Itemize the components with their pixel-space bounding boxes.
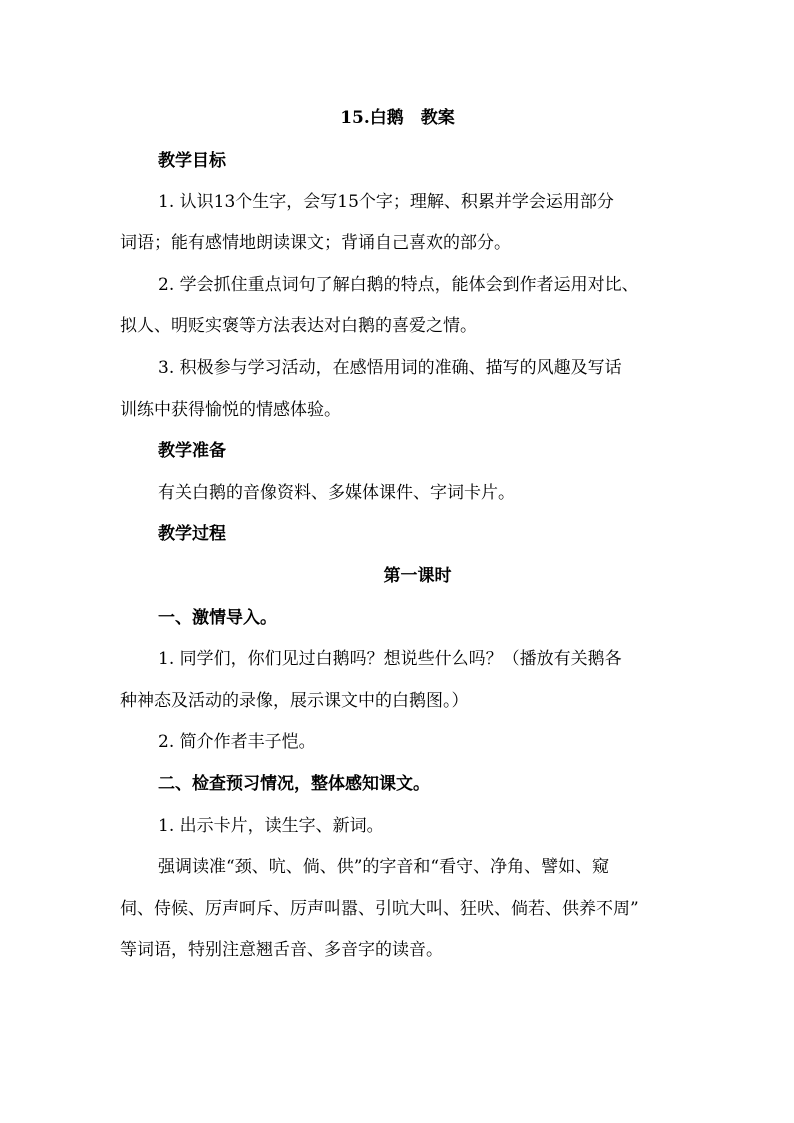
part-2-paragraph-line-3: 等词语，特别注意翘舌音、多音字的读音。 (120, 940, 443, 960)
goal-2-line-2: 拟人、明贬实褒等方法表达对白鹅的喜爱之情。 (120, 316, 477, 336)
part-2-heading: 二、检查预习情况，整体感知课文。 (158, 774, 430, 794)
section-heading-process: 教学过程 (158, 524, 226, 544)
goal-2-line-1: 2. 学会抓住重点词句了解白鹅的特点，能体会到作者运用对比、 (158, 275, 639, 295)
section-heading-goals: 教学目标 (158, 151, 226, 171)
document-title: 15.白鹅 教案 (340, 108, 455, 128)
part-1-item-1-line-1: 1. 同学们，你们见过白鹅吗？想说些什么吗？（播放有关鹅各 (158, 649, 622, 669)
part-2-paragraph-line-1: 强调读准“颈、吭、倘、供”的字音和“看守、净角、譬如、窥 (158, 857, 610, 877)
goal-3-line-2: 训练中获得愉悦的情感体验。 (120, 400, 341, 420)
part-2-paragraph-line-2: 伺、侍候、厉声呵斥、厉声叫嚣、引吭大叫、狂吠、倘若、供养不周” (120, 899, 639, 919)
goal-1-line-1: 1. 认识13个生字，会写15个字；理解、积累并学会运用部分 (158, 192, 614, 212)
prep-text: 有关白鹅的音像资料、多媒体课件、字词卡片。 (158, 483, 515, 503)
part-2-item-1: 1. 出示卡片，读生字、新词。 (158, 816, 384, 836)
section-heading-prep: 教学准备 (158, 441, 226, 461)
goal-1-line-2: 词语；能有感情地朗读课文；背诵自己喜欢的部分。 (120, 233, 511, 253)
part-1-item-1-line-2: 种神态及活动的录像，展示课文中的白鹅图。） (120, 691, 469, 711)
part-1-heading: 一、激情导入。 (158, 608, 277, 628)
part-1-item-2: 2. 简介作者丰子恺。 (158, 732, 316, 752)
lesson-title: 第一课时 (383, 566, 452, 586)
goal-3-line-1: 3. 积极参与学习活动，在感悟用词的准确、描写的风趣及写话 (158, 358, 622, 378)
